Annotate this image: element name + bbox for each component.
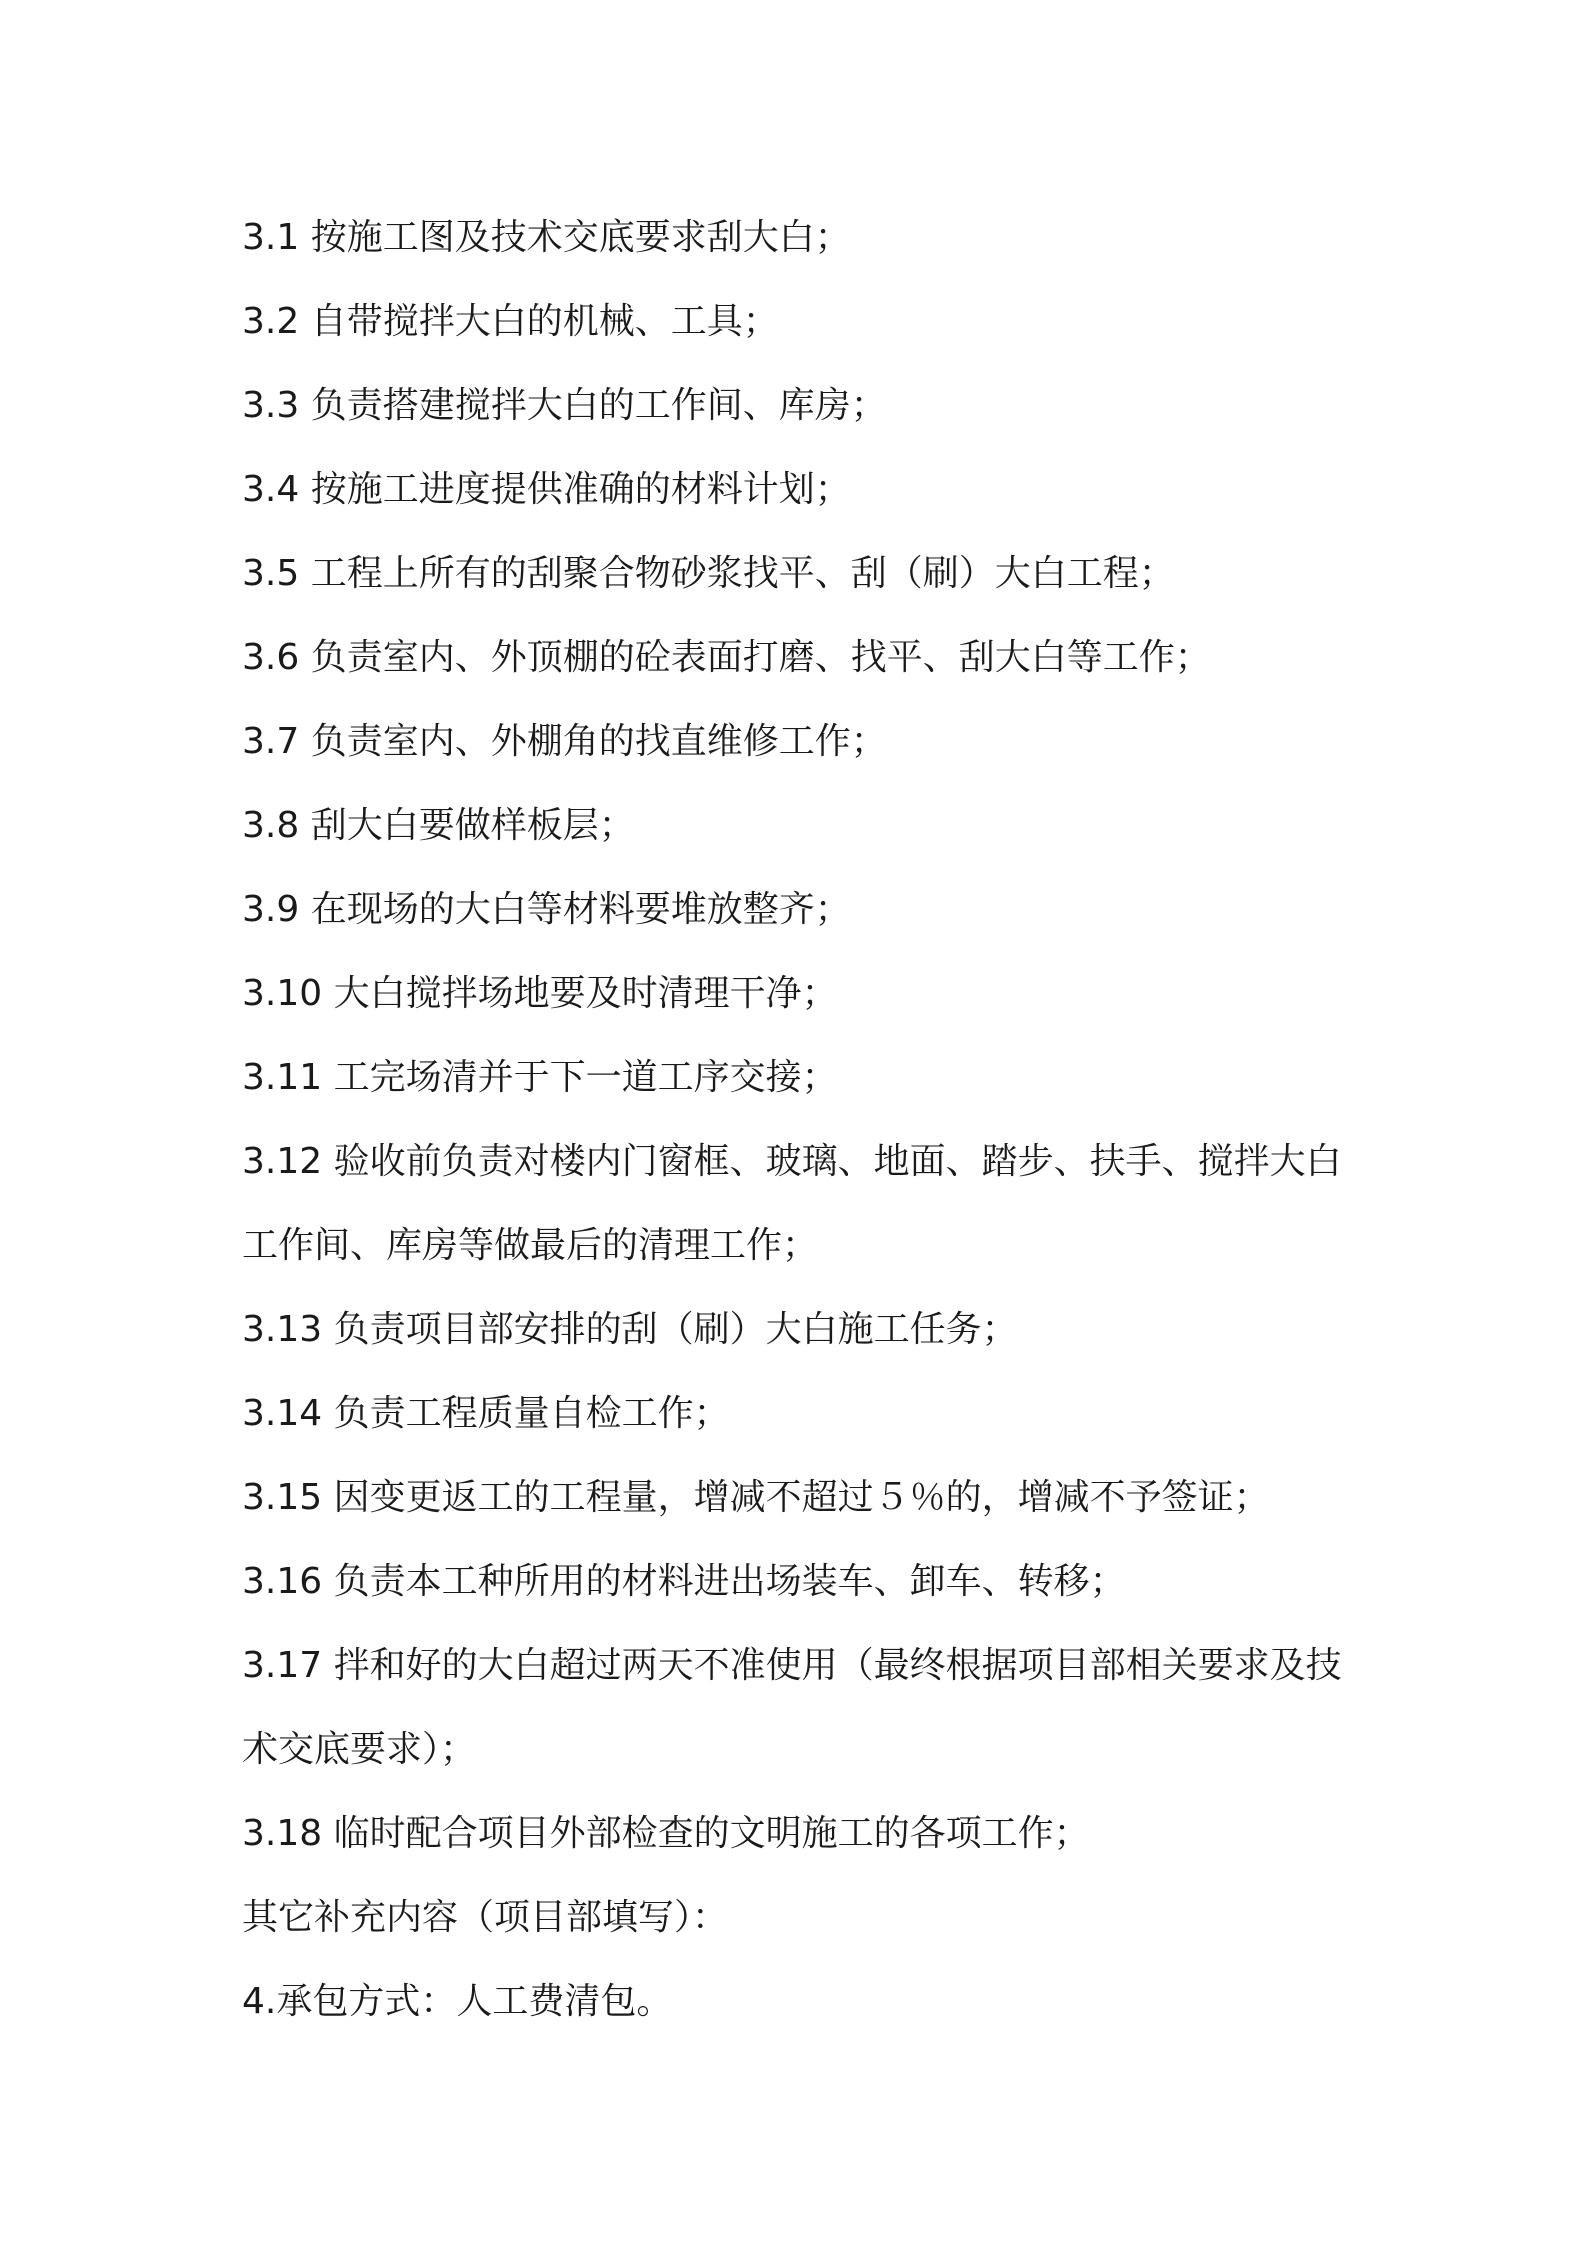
- paragraph-3-17: 3.17 拌和好的大白超过两天不准使用（最终根据项目部相关要求及技术交底要求）；: [242, 1645, 1342, 1770]
- paragraph-3-18: 3.18 临时配合项目外部检查的文明施工的各项工作；: [242, 1813, 1090, 1854]
- paragraph-3-1: 3.1 按施工图及技术交底要求刮大白；: [242, 217, 851, 258]
- paragraph-3-5: 3.5 工程上所有的刮聚合物砂浆找平、刮（刷）大白工程；: [242, 553, 1175, 594]
- paragraph-3-14: 3.14 负责工程质量自检工作；: [242, 1393, 730, 1434]
- paragraph-3-16: 3.16 负责本工种所用的材料进出场装车、卸车、转移；: [242, 1561, 1126, 1602]
- paragraph-3-9: 3.9 在现场的大白等材料要堆放整齐；: [242, 889, 851, 930]
- paragraph-3-11: 3.11 工完场清并于下一道工序交接；: [242, 1057, 838, 1098]
- paragraph-other-content: 其它补充内容（项目部填写）：: [242, 1897, 729, 1938]
- paragraph-3-15: 3.15 因变更返工的工程量，增减不超过５％的，增减不予签证；: [242, 1477, 1270, 1518]
- paragraph-3-8: 3.8 刮大白要做样板层；: [242, 805, 635, 846]
- paragraph-3-2: 3.2 自带搅拌大白的机械、工具；: [242, 301, 779, 342]
- document-body: [242, 196, 1362, 2044]
- paragraph-3-13: 3.13 负责项目部安排的刮（刷）大白施工任务；: [242, 1309, 1018, 1350]
- paragraph-3-7: 3.7 负责室内、外棚角的找直维修工作；: [242, 721, 887, 762]
- paragraph-3-6: 3.6 负责室内、外顶棚的砼表面打磨、找平、刮大白等工作；: [242, 637, 1211, 678]
- paragraph-3-10: 3.10 大白搅拌场地要及时清理干净；: [242, 973, 838, 1014]
- paragraph-3-3: 3.3 负责搭建搅拌大白的工作间、库房；: [242, 385, 887, 426]
- paragraph-3-4: 3.4 按施工进度提供准确的材料计划；: [242, 469, 851, 510]
- paragraph-4-contract-mode: 4.承包方式：人工费清包。: [242, 1981, 673, 2022]
- paragraph-3-12: 3.12 验收前负责对楼内门窗框、玻璃、地面、踏步、扶手、搅拌大白工作间、库房等做最后的清理工作；: [242, 1141, 1342, 1266]
